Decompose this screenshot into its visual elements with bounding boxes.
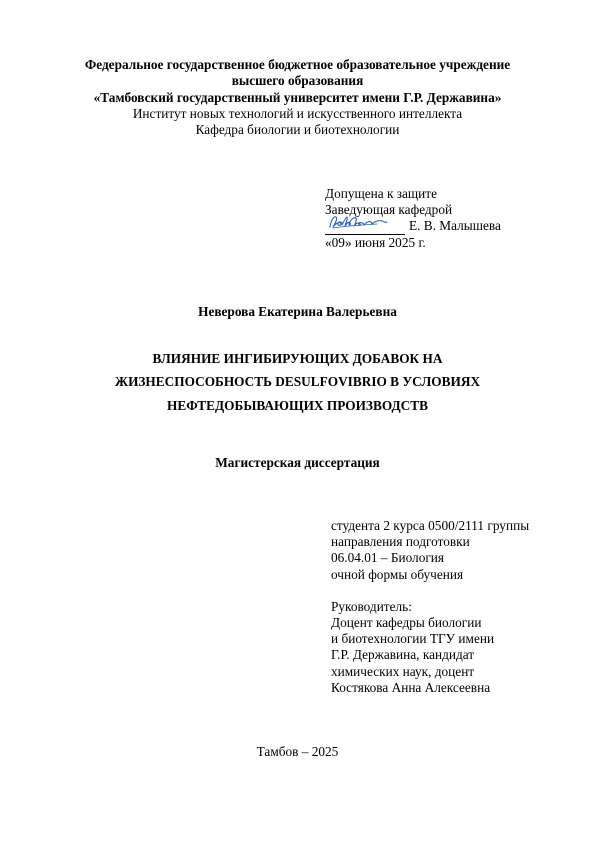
education-level: высшего образования [231, 73, 364, 88]
handwritten-signature [327, 211, 389, 233]
signature-line [325, 220, 405, 235]
student-study-form: очной формы обучения [331, 566, 464, 582]
student-course-group: студента 2 курса 0500/2111 группы [331, 518, 530, 533]
approval-block [325, 186, 501, 251]
work-type: Магистерская диссертация [215, 455, 380, 470]
institution-type: Федеральное государственное бюджетное образовательное учреждение [84, 57, 511, 72]
student-direction-code: 06.04.01 – Биология [331, 550, 445, 566]
head-of-department-name: Е. В. Малышева [409, 218, 501, 234]
student-info-block [331, 518, 529, 696]
approval-admitted: Допущена к защите [325, 186, 437, 201]
university-name: «Тамбовский государственный университет имени Г.Р. Державина» [93, 90, 502, 105]
student-direction-label: направления подготовки [331, 534, 470, 550]
supervisor-degree: химических наук, доцент [331, 663, 475, 679]
supervisor-position-1: Доцент кафедры биологии [331, 615, 482, 631]
supervisor-position-3: Г.Р. Державина, кандидат [331, 647, 475, 663]
supervisor-name: Костякова Анна Алексеевна [331, 679, 491, 695]
author-name: Неверова Екатерина Валерьевна [198, 304, 397, 319]
city-year: Тамбов – 2025 [256, 744, 339, 759]
supervisor-label: Руководитель: [331, 598, 412, 614]
institute-name: Институт новых технологий и искусственного интеллекта [132, 106, 463, 121]
approval-date: «09» июня 2025 г. [325, 234, 426, 250]
thesis-title-line-1: ВЛИЯНИЕ ИНГИБИРУЮЩИХ ДОБАВОК НА [152, 351, 443, 366]
supervisor-position-2: и биотехнологии ТГУ имени [331, 631, 495, 647]
thesis-title-line-3: НЕФТЕДОБЫВАЮЩИХ ПРОИЗВОДСТВ [167, 398, 428, 413]
approval-position: Заведующая кафедрой [325, 202, 453, 218]
department-name: Кафедра биологии и биотехнологии [195, 122, 400, 137]
signature-row [325, 218, 501, 234]
thesis-title-line-2: ЖИЗНЕСПОСОБНОСТЬ DESULFOVIBRIO В УСЛОВИЯХ [114, 374, 481, 389]
